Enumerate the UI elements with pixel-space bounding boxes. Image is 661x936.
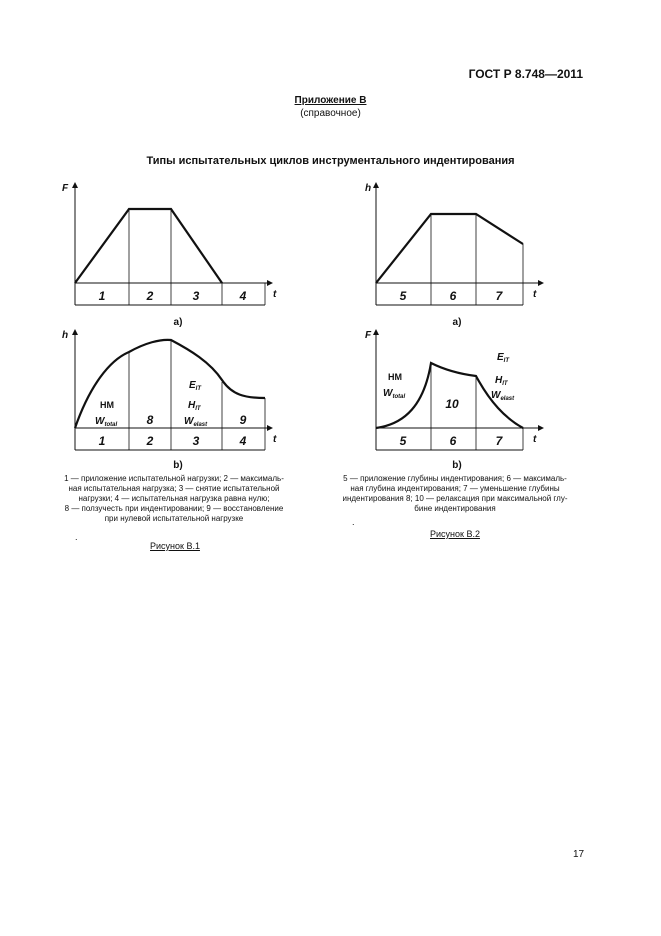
panel-c-graph: [376, 183, 543, 305]
panel-d-hm-label: HM: [388, 372, 402, 382]
legend-left-line: ная испытательная нагрузка; 3 — снятие испытательной: [68, 484, 280, 493]
panel-b-x-axis-label: t: [273, 434, 277, 445]
legend-left-line: 8 — ползучесть при индентировании; 9 — восстановление: [64, 504, 284, 513]
panel-c-segment-6: 6: [449, 289, 457, 303]
panel-a-graph: [75, 183, 272, 305]
panel-a-segment-2: 2: [146, 289, 154, 303]
panel-a-x-axis-label: t: [273, 289, 277, 300]
panel-a-caption: а): [173, 317, 183, 328]
panel-c-caption: а): [452, 317, 462, 328]
legend-left-line: 1 — приложение испытательной нагрузки; 2 — максималь-: [64, 474, 284, 483]
panel-c-x-axis-label: t: [533, 289, 537, 300]
standard-number: ГОСТ Р 8.748—2011: [468, 67, 583, 81]
panel-b-wtotal-label: $W_{total}$: [95, 416, 118, 428]
panel-d-segment-5: 5: [399, 434, 407, 448]
panel-b-segment-2: 2: [146, 434, 154, 448]
panel-c-segment-7: 7: [495, 289, 503, 303]
panel-b-recovery-label: 9: [239, 413, 247, 427]
panel-d-segment-7: 7: [495, 434, 503, 448]
panel-b-eit-label: $E_{IT}$: [189, 380, 202, 392]
panel-a-segment-1: 1: [98, 289, 106, 303]
legend-left-line: нагрузки; 4 — испытательная нагрузка равна нулю;: [78, 494, 270, 503]
panel-a-y-axis-label: F: [62, 183, 69, 194]
stray-mark: .: [75, 532, 78, 542]
panel-d-y-axis-label: F: [365, 330, 372, 341]
figure-caption-right: Рисунок В.2: [430, 529, 480, 539]
panel-b-hm-label: HM: [100, 400, 114, 410]
panel-a-segment-3: 3: [192, 289, 200, 303]
panel-d-caption: b): [452, 460, 462, 471]
legend-right-line: ная глубина индентирования; 7 — уменьшение глубины: [350, 484, 560, 493]
panel-d-x-axis-label: t: [533, 434, 537, 445]
panel-b-welast-label: $W_{elast}$: [184, 416, 208, 428]
panel-d-welast-label: $W_{elast}$: [491, 390, 515, 402]
appendix-title: Приложение В: [294, 95, 367, 106]
stray-mark: .: [352, 517, 355, 527]
panel-d-eit-label: $E_{IT}$: [497, 352, 510, 364]
legend-right: [327, 474, 583, 514]
panel-b-caption: b): [173, 460, 183, 471]
panel-b-segment-3: 3: [192, 434, 200, 448]
legend-right-line: бине индентирования: [414, 504, 496, 513]
panel-d-graph: [376, 330, 543, 450]
panel-d-wtotal-label: $W_{total}$: [383, 388, 406, 400]
legend-left-line: при нулевой испытательной нагрузке: [104, 514, 244, 523]
panel-b-graph: [75, 330, 272, 450]
legend-right-line: индентирования 8; 10 — релаксация при максимальной глу-: [342, 494, 568, 503]
panel-d-hit-label: $H_{IT}$: [495, 375, 508, 387]
panel-a-segment-4: 4: [239, 289, 247, 303]
panel-d-relax-label: 10: [445, 397, 459, 411]
appendix-subtitle: (справочное): [300, 108, 361, 119]
figure-caption-left: Рисунок В.1: [150, 541, 200, 551]
legend-left: [50, 474, 298, 524]
panel-b-creep-label: 8: [146, 413, 154, 427]
panel-c-y-axis-label: h: [365, 183, 372, 194]
section-title: Типы испытательных циклов инструментального индентирования: [146, 155, 515, 167]
panel-b-y-axis-label: h: [62, 330, 69, 341]
panel-c-segment-5: 5: [399, 289, 407, 303]
panel-b-hit-label: $H_{IT}$: [188, 400, 201, 412]
panel-b-segment-4: 4: [239, 434, 247, 448]
legend-right-line: 5 — приложение глубины индентирования; 6 — максималь-: [343, 474, 567, 483]
page-number: 17: [573, 849, 585, 860]
panel-d-segment-6: 6: [449, 434, 457, 448]
panel-b-segment-1: 1: [98, 434, 106, 448]
